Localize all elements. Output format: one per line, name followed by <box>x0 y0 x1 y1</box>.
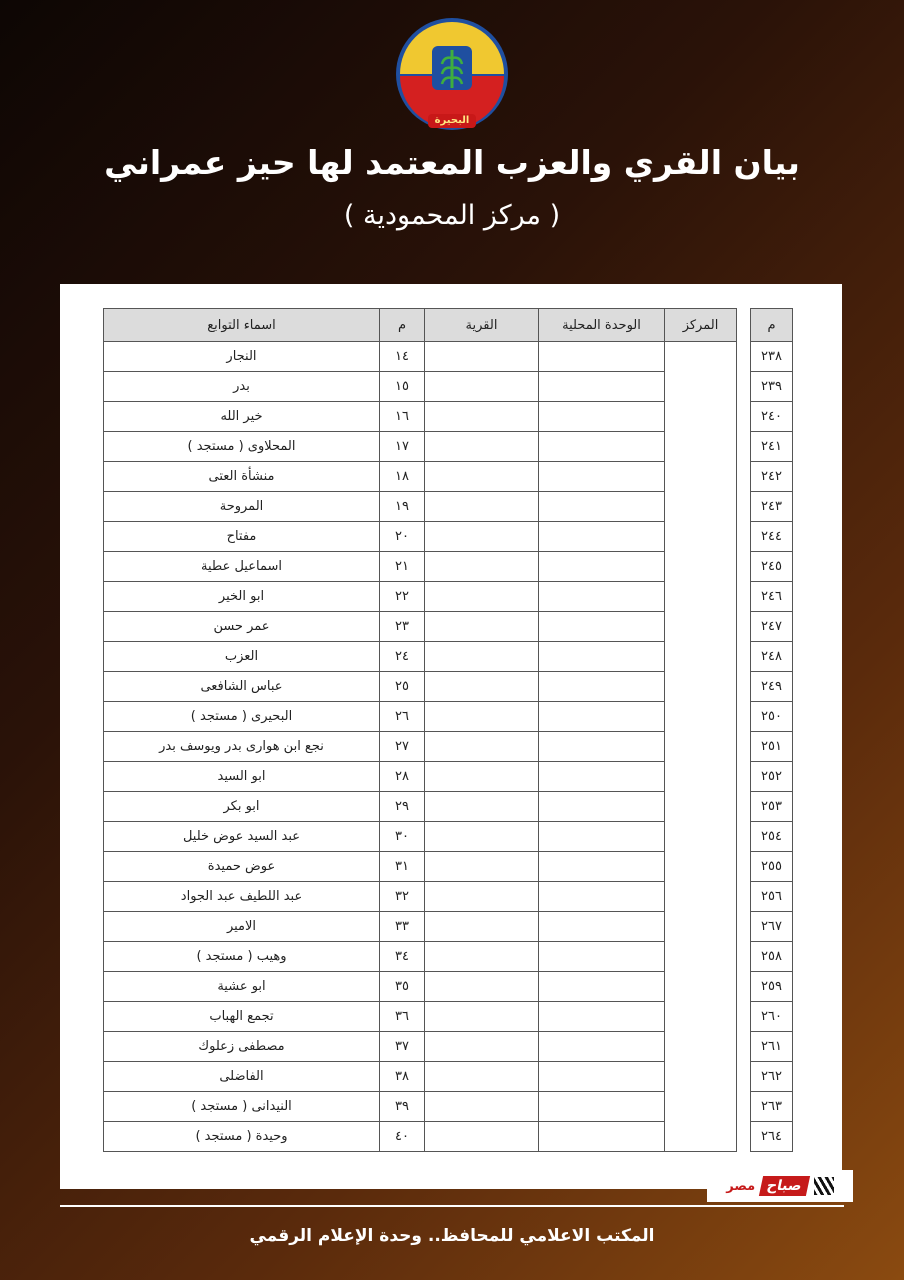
markaz-cell <box>665 342 737 1152</box>
wehda-cell <box>539 942 665 972</box>
wehda-cell <box>539 972 665 1002</box>
spacer-cell <box>737 582 751 612</box>
wehda-cell <box>539 1032 665 1062</box>
row-number: ٢٤٥ <box>751 552 793 582</box>
sub-number: ٢٠ <box>380 522 425 552</box>
row-number: ٢٥٨ <box>751 942 793 972</box>
spacer-cell <box>737 1122 751 1152</box>
wehda-cell <box>539 762 665 792</box>
spacer-cell <box>737 672 751 702</box>
sub-number: ٣٧ <box>380 1032 425 1062</box>
row-number: ٢٤٢ <box>751 462 793 492</box>
spacer-cell <box>737 462 751 492</box>
row-number: ٢٥٠ <box>751 702 793 732</box>
wehda-cell <box>539 402 665 432</box>
document-sheet <box>60 284 842 1189</box>
village-name: الفاضلى <box>104 1062 380 1092</box>
wehda-cell <box>539 1122 665 1152</box>
sub-number: ٢٤ <box>380 642 425 672</box>
village-name: عباس الشافعى <box>104 672 380 702</box>
village-name: العزب <box>104 642 380 672</box>
spacer-cell <box>737 942 751 972</box>
village-name: نجع ابن هوارى بدر ويوسف بدر <box>104 732 380 762</box>
village-name: عمر حسن <box>104 612 380 642</box>
spacer-cell <box>737 552 751 582</box>
village-name: ابو الخير <box>104 582 380 612</box>
row-number: ٢٦٢ <box>751 1062 793 1092</box>
spacer-cell <box>737 972 751 1002</box>
spacer-cell <box>737 342 751 372</box>
qarya-cell <box>425 552 539 582</box>
wehda-cell <box>539 372 665 402</box>
wehda-cell <box>539 672 665 702</box>
row-number: ٢٥١ <box>751 732 793 762</box>
sub-number: ٣٤ <box>380 942 425 972</box>
header-m-left: م <box>380 309 425 342</box>
qarya-cell <box>425 882 539 912</box>
village-name: المروحة <box>104 492 380 522</box>
spacer-cell <box>737 1062 751 1092</box>
village-name: وحيدة ( مستجد ) <box>104 1122 380 1152</box>
spacer-cell <box>737 762 751 792</box>
villages-table <box>103 308 793 1152</box>
qarya-cell <box>425 972 539 1002</box>
village-name: منشأة العتى <box>104 462 380 492</box>
spacer-cell <box>737 432 751 462</box>
spacer-cell <box>737 912 751 942</box>
spacer-cell <box>737 372 751 402</box>
header-names: اسماء التوابع <box>104 309 380 342</box>
row-number: ٢٥٥ <box>751 852 793 882</box>
qarya-cell <box>425 942 539 972</box>
spacer-cell <box>737 1032 751 1062</box>
spacer-cell <box>737 792 751 822</box>
qarya-cell <box>425 702 539 732</box>
footer-caption: المكتب الاعلامي للمحافظ.. وحدة الإعلام الرقمي <box>249 1226 655 1246</box>
sub-number: ١٩ <box>380 492 425 522</box>
sabah-masr-logo <box>707 1170 853 1202</box>
row-number: ٢٤٩ <box>751 672 793 702</box>
row-number: ٢٥٦ <box>751 882 793 912</box>
qarya-cell <box>425 1092 539 1122</box>
row-number: ٢٤٠ <box>751 402 793 432</box>
qarya-cell <box>425 492 539 522</box>
spacer-cell <box>737 1002 751 1032</box>
table-header-row <box>104 309 793 342</box>
wehda-cell <box>539 612 665 642</box>
qarya-cell <box>425 1032 539 1062</box>
footer-divider <box>60 1205 844 1207</box>
sub-number: ٢٦ <box>380 702 425 732</box>
qarya-cell <box>425 912 539 942</box>
qarya-cell <box>425 342 539 372</box>
header-wehda: الوحدة المحلية <box>539 309 665 342</box>
stripes-icon <box>814 1177 834 1195</box>
row-number: ٢٦٣ <box>751 1092 793 1122</box>
qarya-cell <box>425 462 539 492</box>
wehda-cell <box>539 852 665 882</box>
spacer-cell <box>737 702 751 732</box>
qarya-cell <box>425 432 539 462</box>
sub-number: ١٥ <box>380 372 425 402</box>
row-number: ٢٣٨ <box>751 342 793 372</box>
row-number: ٢٦٧ <box>751 912 793 942</box>
village-name: الامير <box>104 912 380 942</box>
logo-text: البحيرة <box>434 115 470 126</box>
wehda-cell <box>539 642 665 672</box>
sub-number: ٢٨ <box>380 762 425 792</box>
wehda-cell <box>539 822 665 852</box>
qarya-cell <box>425 372 539 402</box>
village-name: عوض حميدة <box>104 852 380 882</box>
sub-number: ٢٧ <box>380 732 425 762</box>
row-number: ٢٦١ <box>751 1032 793 1062</box>
wehda-cell <box>539 882 665 912</box>
wehda-cell <box>539 462 665 492</box>
row-number: ٢٥٣ <box>751 792 793 822</box>
village-name: النيدانى ( مستجد ) <box>104 1092 380 1122</box>
village-name: مصطفى زعلوك <box>104 1032 380 1062</box>
village-name: مفتاح <box>104 522 380 552</box>
qarya-cell <box>425 1002 539 1032</box>
village-name: المحلاوى ( مستجد ) <box>104 432 380 462</box>
village-name: ابو عشية <box>104 972 380 1002</box>
spacer-cell <box>737 492 751 522</box>
wehda-cell <box>539 492 665 522</box>
qarya-cell <box>425 582 539 612</box>
wehda-cell <box>539 342 665 372</box>
spacer-cell <box>737 522 751 552</box>
sub-number: ١٧ <box>380 432 425 462</box>
village-name: بدر <box>104 372 380 402</box>
sub-number: ٢٩ <box>380 792 425 822</box>
qarya-cell <box>425 672 539 702</box>
sub-number: ٣٨ <box>380 1062 425 1092</box>
wehda-cell <box>539 552 665 582</box>
row-number: ٢٤٤ <box>751 522 793 552</box>
brand-part1: صباح <box>759 1176 810 1196</box>
sub-number: ٣٠ <box>380 822 425 852</box>
qarya-cell <box>425 732 539 762</box>
qarya-cell <box>425 852 539 882</box>
sub-number: ١٤ <box>380 342 425 372</box>
qarya-cell <box>425 612 539 642</box>
qarya-cell <box>425 642 539 672</box>
wehda-cell <box>539 702 665 732</box>
qarya-cell <box>425 762 539 792</box>
wehda-cell <box>539 432 665 462</box>
sub-number: ٤٠ <box>380 1122 425 1152</box>
sub-number: ٢١ <box>380 552 425 582</box>
sub-number: ٣٥ <box>380 972 425 1002</box>
row-number: ٢٤٨ <box>751 642 793 672</box>
row-number: ٢٦٤ <box>751 1122 793 1152</box>
sub-number: ٢٥ <box>380 672 425 702</box>
village-name: النجار <box>104 342 380 372</box>
wehda-cell <box>539 1092 665 1122</box>
row-number: ٢٤٧ <box>751 612 793 642</box>
sub-number: ٣٩ <box>380 1092 425 1122</box>
village-name: اسماعيل عطية <box>104 552 380 582</box>
sub-number: ٣٢ <box>380 882 425 912</box>
qarya-cell <box>425 522 539 552</box>
spacer-cell <box>737 1092 751 1122</box>
village-name: عبد السيد عوض خليل <box>104 822 380 852</box>
qarya-cell <box>425 1122 539 1152</box>
qarya-cell <box>425 1062 539 1092</box>
row-number: ٢٤١ <box>751 432 793 462</box>
qarya-cell <box>425 822 539 852</box>
sub-number: ١٦ <box>380 402 425 432</box>
wehda-cell <box>539 582 665 612</box>
village-name: تجمع الهباب <box>104 1002 380 1032</box>
row-number: ٢٥٤ <box>751 822 793 852</box>
spacer-cell <box>737 822 751 852</box>
sub-number: ٢٢ <box>380 582 425 612</box>
spacer-cell <box>737 732 751 762</box>
sub-number: ٣٦ <box>380 1002 425 1032</box>
spacer-cell <box>737 642 751 672</box>
header-m-right: م <box>751 309 793 342</box>
header-markaz: المركز <box>665 309 737 342</box>
page-subtitle: ( مركز المحمودية ) <box>343 200 561 231</box>
spacer-cell <box>737 402 751 432</box>
qarya-cell <box>425 792 539 822</box>
village-name: البحيرى ( مستجد ) <box>104 702 380 732</box>
table-row <box>104 342 793 372</box>
wehda-cell <box>539 522 665 552</box>
village-name: عبد اللطيف عبد الجواد <box>104 882 380 912</box>
village-name: خير الله <box>104 402 380 432</box>
row-number: ٢٤٣ <box>751 492 793 522</box>
village-name: ابو السيد <box>104 762 380 792</box>
wehda-cell <box>539 792 665 822</box>
row-number: ٢٥٢ <box>751 762 793 792</box>
governorate-logo <box>392 14 512 134</box>
sub-number: ١٨ <box>380 462 425 492</box>
village-name: ابو بكر <box>104 792 380 822</box>
row-number: ٢٣٩ <box>751 372 793 402</box>
village-name: وهيب ( مستجد ) <box>104 942 380 972</box>
spacer-cell <box>737 612 751 642</box>
wehda-cell <box>539 732 665 762</box>
brand-part2: مصر <box>726 1178 756 1194</box>
wehda-cell <box>539 1062 665 1092</box>
row-number: ٢٥٩ <box>751 972 793 1002</box>
sub-number: ٢٣ <box>380 612 425 642</box>
wehda-cell <box>539 1002 665 1032</box>
sub-number: ٣١ <box>380 852 425 882</box>
qarya-cell <box>425 402 539 432</box>
spacer-cell <box>737 852 751 882</box>
row-number: ٢٦٠ <box>751 1002 793 1032</box>
row-number: ٢٤٦ <box>751 582 793 612</box>
spacer-cell <box>737 882 751 912</box>
header-qarya: القرية <box>425 309 539 342</box>
wehda-cell <box>539 912 665 942</box>
page-title: بيان القري والعزب المعتمد لها حيز عمراني <box>104 143 800 182</box>
sub-number: ٣٣ <box>380 912 425 942</box>
